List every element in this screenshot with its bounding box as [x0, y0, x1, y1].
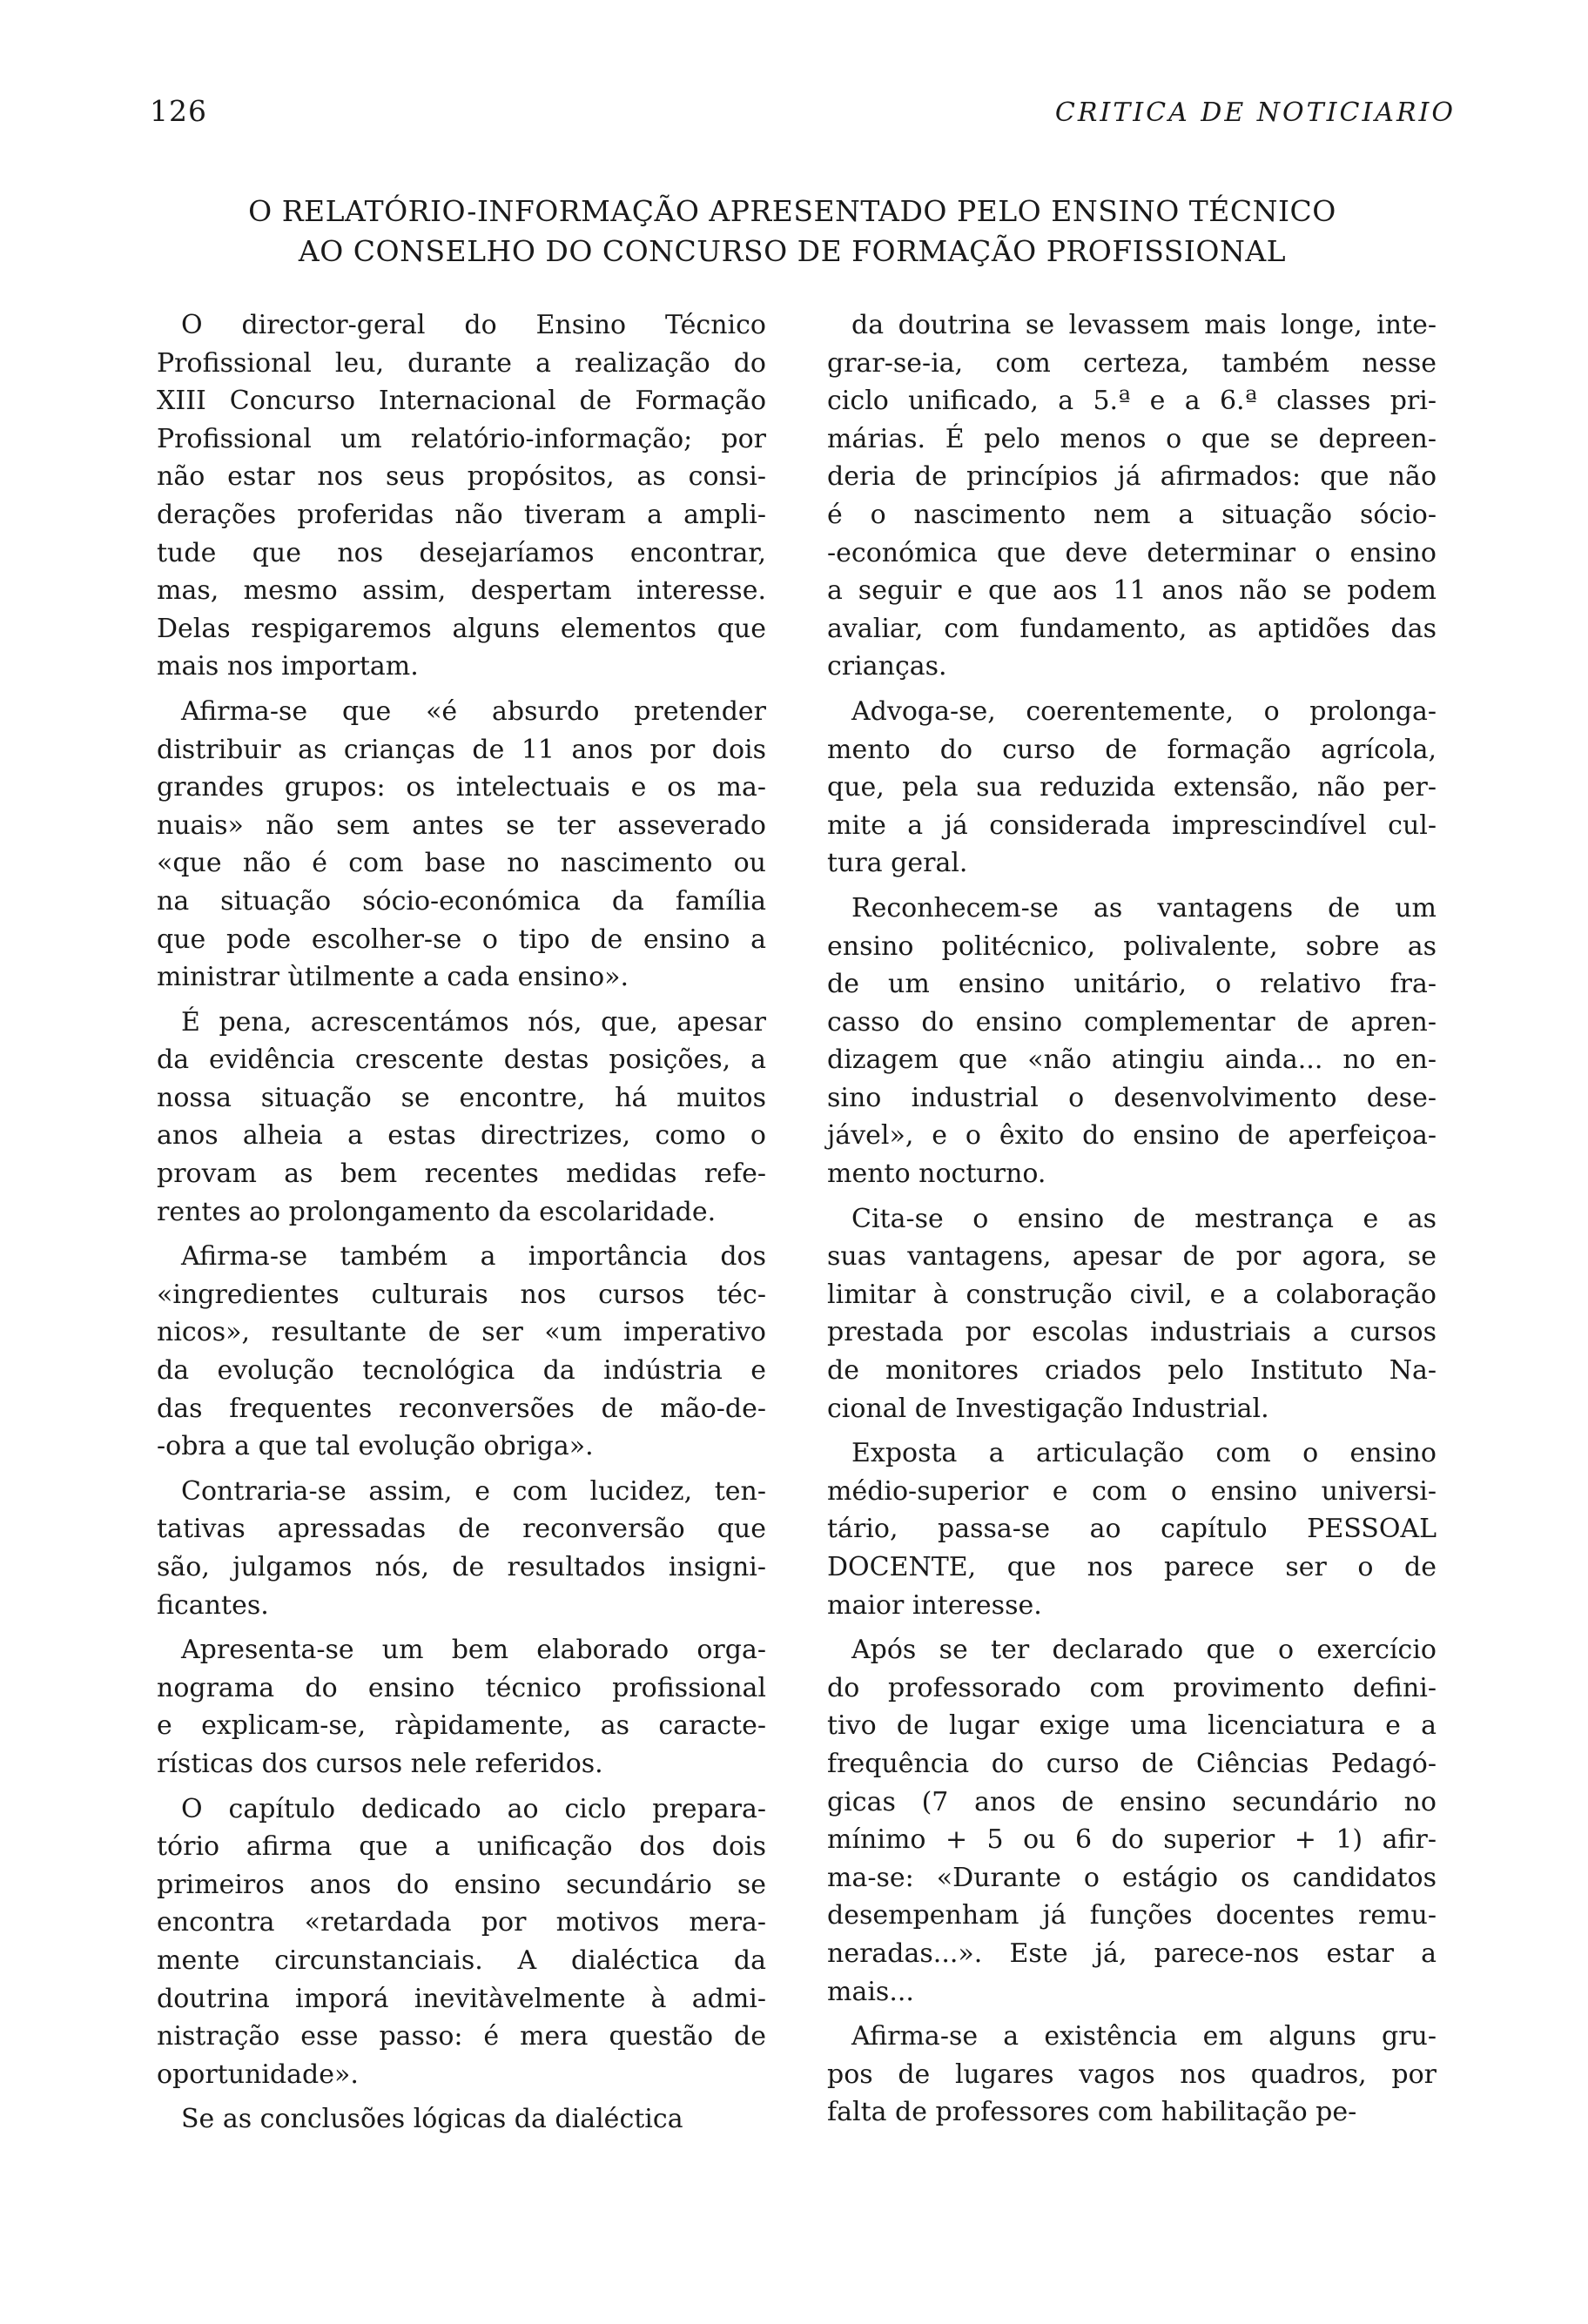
text-line: é o nascimento nem a situação sócio- [827, 499, 1437, 530]
text-line: rentes ao prolongamento da escolaridade. [157, 1196, 717, 1227]
running-head: CRITICA DE NOTICIARIO [1054, 97, 1456, 128]
text-line: distribuir as crianças de 11 anos por dois [157, 734, 766, 765]
text-line: ficantes. [157, 1589, 269, 1621]
article-title-line: AO CONSELHO DO CONCURSO DE FORMAÇÃO PROFISSIONAL [298, 234, 1287, 268]
text-line: ministrar ùtilmente a cada ensino». [157, 962, 629, 993]
text-line: maior interesse. [827, 1589, 1042, 1621]
text-line: suas vantagens, apesar de por agora, se [827, 1241, 1437, 1273]
text-line: Profissional leu, durante a realização do [157, 347, 766, 379]
text-line: «que não é com base no nascimento ou [157, 848, 766, 879]
paragraph [827, 2018, 1437, 2132]
paragraph [157, 1473, 766, 1624]
text-line: limitar à construção civil, e a colaboração [827, 1279, 1437, 1310]
paragraph [827, 890, 1437, 1193]
text-line: de monitores criados pelo Instituto Na- [827, 1355, 1437, 1387]
text-line: derações proferidas não tiveram a ampli- [157, 499, 766, 530]
text-line: dizagem que «não atingiu ainda... no en- [827, 1044, 1437, 1076]
right-column [827, 306, 1437, 2139]
text-line: Profissional um relatório-informação; por [157, 423, 766, 454]
text-line: crianças. [827, 651, 947, 682]
text-line: das frequentes reconversões de mão-de- [157, 1393, 766, 1424]
text-line: márias. É pelo menos o que se depreen- [827, 423, 1437, 454]
text-line: É pena, acrescentámos nós, que, apesar [181, 1006, 766, 1038]
text-line: são, julgamos nós, de resultados insigni- [157, 1552, 766, 1582]
text-line: Após se ter declarado que o exercício [851, 1635, 1437, 1666]
paragraph [827, 1631, 1437, 2011]
text-line: deria de princípios já afirmados: que não [827, 461, 1437, 493]
text-line: mais nos importam. [157, 651, 419, 682]
text-line: avaliar, com fundamento, as aptidões das [827, 613, 1437, 644]
text-line: prestada por escolas industriais a cursos [827, 1317, 1437, 1348]
text-line: mente circunstanciais. A dialéctica da [157, 1945, 766, 1976]
text-line: nuais» não sem antes se ter asseverado [157, 809, 766, 841]
text-line: ciclo unificado, a 5.ª e a 6.ª classes pri- [827, 386, 1437, 417]
paragraph [827, 306, 1437, 686]
text-line: oportunidade». [157, 2059, 359, 2090]
text-line: do professorado com provimento defini- [827, 1672, 1437, 1703]
text-line: tura geral. [827, 848, 968, 879]
text-line: não estar nos seus propósitos, as consi- [157, 461, 766, 493]
text-line: pos de lugares vagos nos quadros, por [827, 2059, 1437, 2090]
text-line: primeiros anos do ensino secundário se [157, 1869, 766, 1900]
text-line: da evidência crescente destas posições, a [157, 1044, 766, 1076]
text-line: mite a já considerada imprescindível cul- [827, 809, 1437, 841]
page-number: 126 [150, 94, 207, 128]
text-line: Exposta a articulação com o ensino [851, 1438, 1437, 1469]
text-line: tório afirma que a unificação dos dois [157, 1831, 766, 1863]
article-title-line: O RELATÓRIO-INFORMAÇÃO APRESENTADO PELO ENSINO TÉCNICO [248, 194, 1336, 228]
text-line: que, pela sua reduzida extensão, não per- [827, 772, 1437, 803]
text-line: tivo de lugar exige uma licenciatura e a [827, 1710, 1437, 1742]
text-line: Advoga-se, coerentemente, o prolonga- [851, 695, 1437, 727]
text-line: anos alheia a estas directrizes, como o [157, 1120, 766, 1152]
text-line: grandes grupos: os intelectuais e os ma- [157, 772, 766, 803]
text-line: O director-geral do Ensino Técnico [181, 310, 766, 340]
text-line: tude que nos desejaríamos encontrar, [157, 537, 766, 568]
text-line: que pode escolher-se o tipo de ensino a [157, 924, 766, 955]
paragraph [157, 1004, 766, 1232]
paragraph [157, 1238, 766, 1466]
text-line: gicas (7 anos de ensino secundário no [827, 1786, 1437, 1817]
text-line: nicos», resultante de ser «um imperativo [157, 1317, 766, 1348]
text-line: da evolução tecnológica da indústria e [157, 1355, 766, 1387]
text-line: mas, mesmo assim, despertam interesse. [157, 575, 766, 607]
text-line: da doutrina se levassem mais longe, inte- [851, 310, 1437, 340]
text-line: Reconhecem-se as vantagens de um [851, 892, 1437, 924]
text-line: Afirma-se que «é absurdo pretender [181, 695, 766, 727]
paragraph [157, 1790, 766, 2094]
text-line: -obra a que tal evolução obriga». [157, 1431, 594, 1462]
text-line: nistração esse passo: é mera questão de [157, 2021, 766, 2052]
text-line: a seguir e que aos 11 anos não se podem [827, 575, 1437, 607]
text-line: casso do ensino complementar de apren- [827, 1006, 1437, 1038]
text-line: Delas respigaremos alguns elementos que [157, 613, 766, 644]
text-line: grar-se-ia, com certeza, também nesse [827, 347, 1437, 379]
article-title [174, 191, 1410, 272]
text-line: Apresenta-se um bem elaborado orga- [181, 1635, 766, 1666]
text-line: sino industrial o desenvolvimento dese- [827, 1082, 1437, 1113]
text-line: mento nocturno. [827, 1159, 1046, 1190]
text-line: tário, passa-se ao capítulo PESSOAL [827, 1514, 1437, 1545]
paragraph [157, 1631, 766, 1783]
text-line: rísticas dos cursos nele referidos. [157, 1748, 603, 1779]
text-line: XIII Concurso Internacional de Formação [157, 386, 766, 417]
paragraph [157, 693, 766, 997]
text-line: nograma do ensino técnico profissional [157, 1672, 766, 1703]
text-line: Contraria-se assim, e com lucidez, ten- [181, 1475, 766, 1507]
text-line: desempenham já funções docentes remu- [827, 1900, 1437, 1931]
text-line: doutrina imporá inevitàvelmente à admi- [157, 1983, 766, 2014]
text-line: mínimo + 5 ou 6 do superior + 1) afir- [827, 1824, 1437, 1856]
paragraph [157, 2100, 766, 2139]
text-line: cional de Investigação Industrial. [827, 1393, 1269, 1424]
text-line: mento do curso de formação agrícola, [827, 734, 1437, 765]
text-line: «ingredientes culturais nos cursos téc- [157, 1279, 766, 1310]
text-line: frequência do curso de Ciências Pedagó- [827, 1748, 1437, 1779]
text-line: e explicam-se, ràpidamente, as caracte- [157, 1710, 766, 1742]
text-line: O capítulo dedicado ao ciclo prepara- [181, 1793, 766, 1824]
text-line: Afirma-se também a importância dos [181, 1241, 766, 1273]
paragraph [827, 693, 1437, 883]
text-line: ensino politécnico, polivalente, sobre as [827, 930, 1437, 962]
paragraph [157, 306, 766, 686]
text-line: Afirma-se a existência em alguns gru- [851, 2021, 1437, 2052]
text-line: jável», e o êxito do ensino de aperfeiçoa- [827, 1120, 1437, 1152]
text-line: tativas apressadas de reconversão que [157, 1514, 766, 1545]
text-line: ma-se: «Durante o estágio os candidatos [827, 1862, 1437, 1893]
text-line: Cita-se o ensino de mestrança e as [851, 1203, 1437, 1234]
text-line: na situação sócio-económica da família [157, 885, 766, 917]
text-line: Se as conclusões lógicas da dialéctica [181, 2104, 683, 2135]
text-line: médio-superior e com o ensino universi- [827, 1475, 1437, 1507]
text-line: -económica que deve determinar o ensino [827, 537, 1437, 568]
left-column [157, 306, 766, 2146]
text-line: de um ensino unitário, o relativo fra- [827, 969, 1437, 1000]
text-line: neradas...». Este já, parece-nos estar a [827, 1938, 1437, 1969]
text-line: falta de professores com habilitação pe- [827, 2097, 1357, 2128]
text-line: provam as bem recentes medidas refe- [157, 1159, 766, 1190]
paragraph [827, 1200, 1437, 1428]
text-line: mais... [827, 1976, 914, 2007]
text-line: DOCENTE, que nos parece ser o de [827, 1552, 1437, 1582]
paragraph [827, 1434, 1437, 1624]
text-line: nossa situação se encontre, há muitos [157, 1082, 766, 1113]
text-line: encontra «retardada por motivos mera- [157, 1907, 766, 1938]
